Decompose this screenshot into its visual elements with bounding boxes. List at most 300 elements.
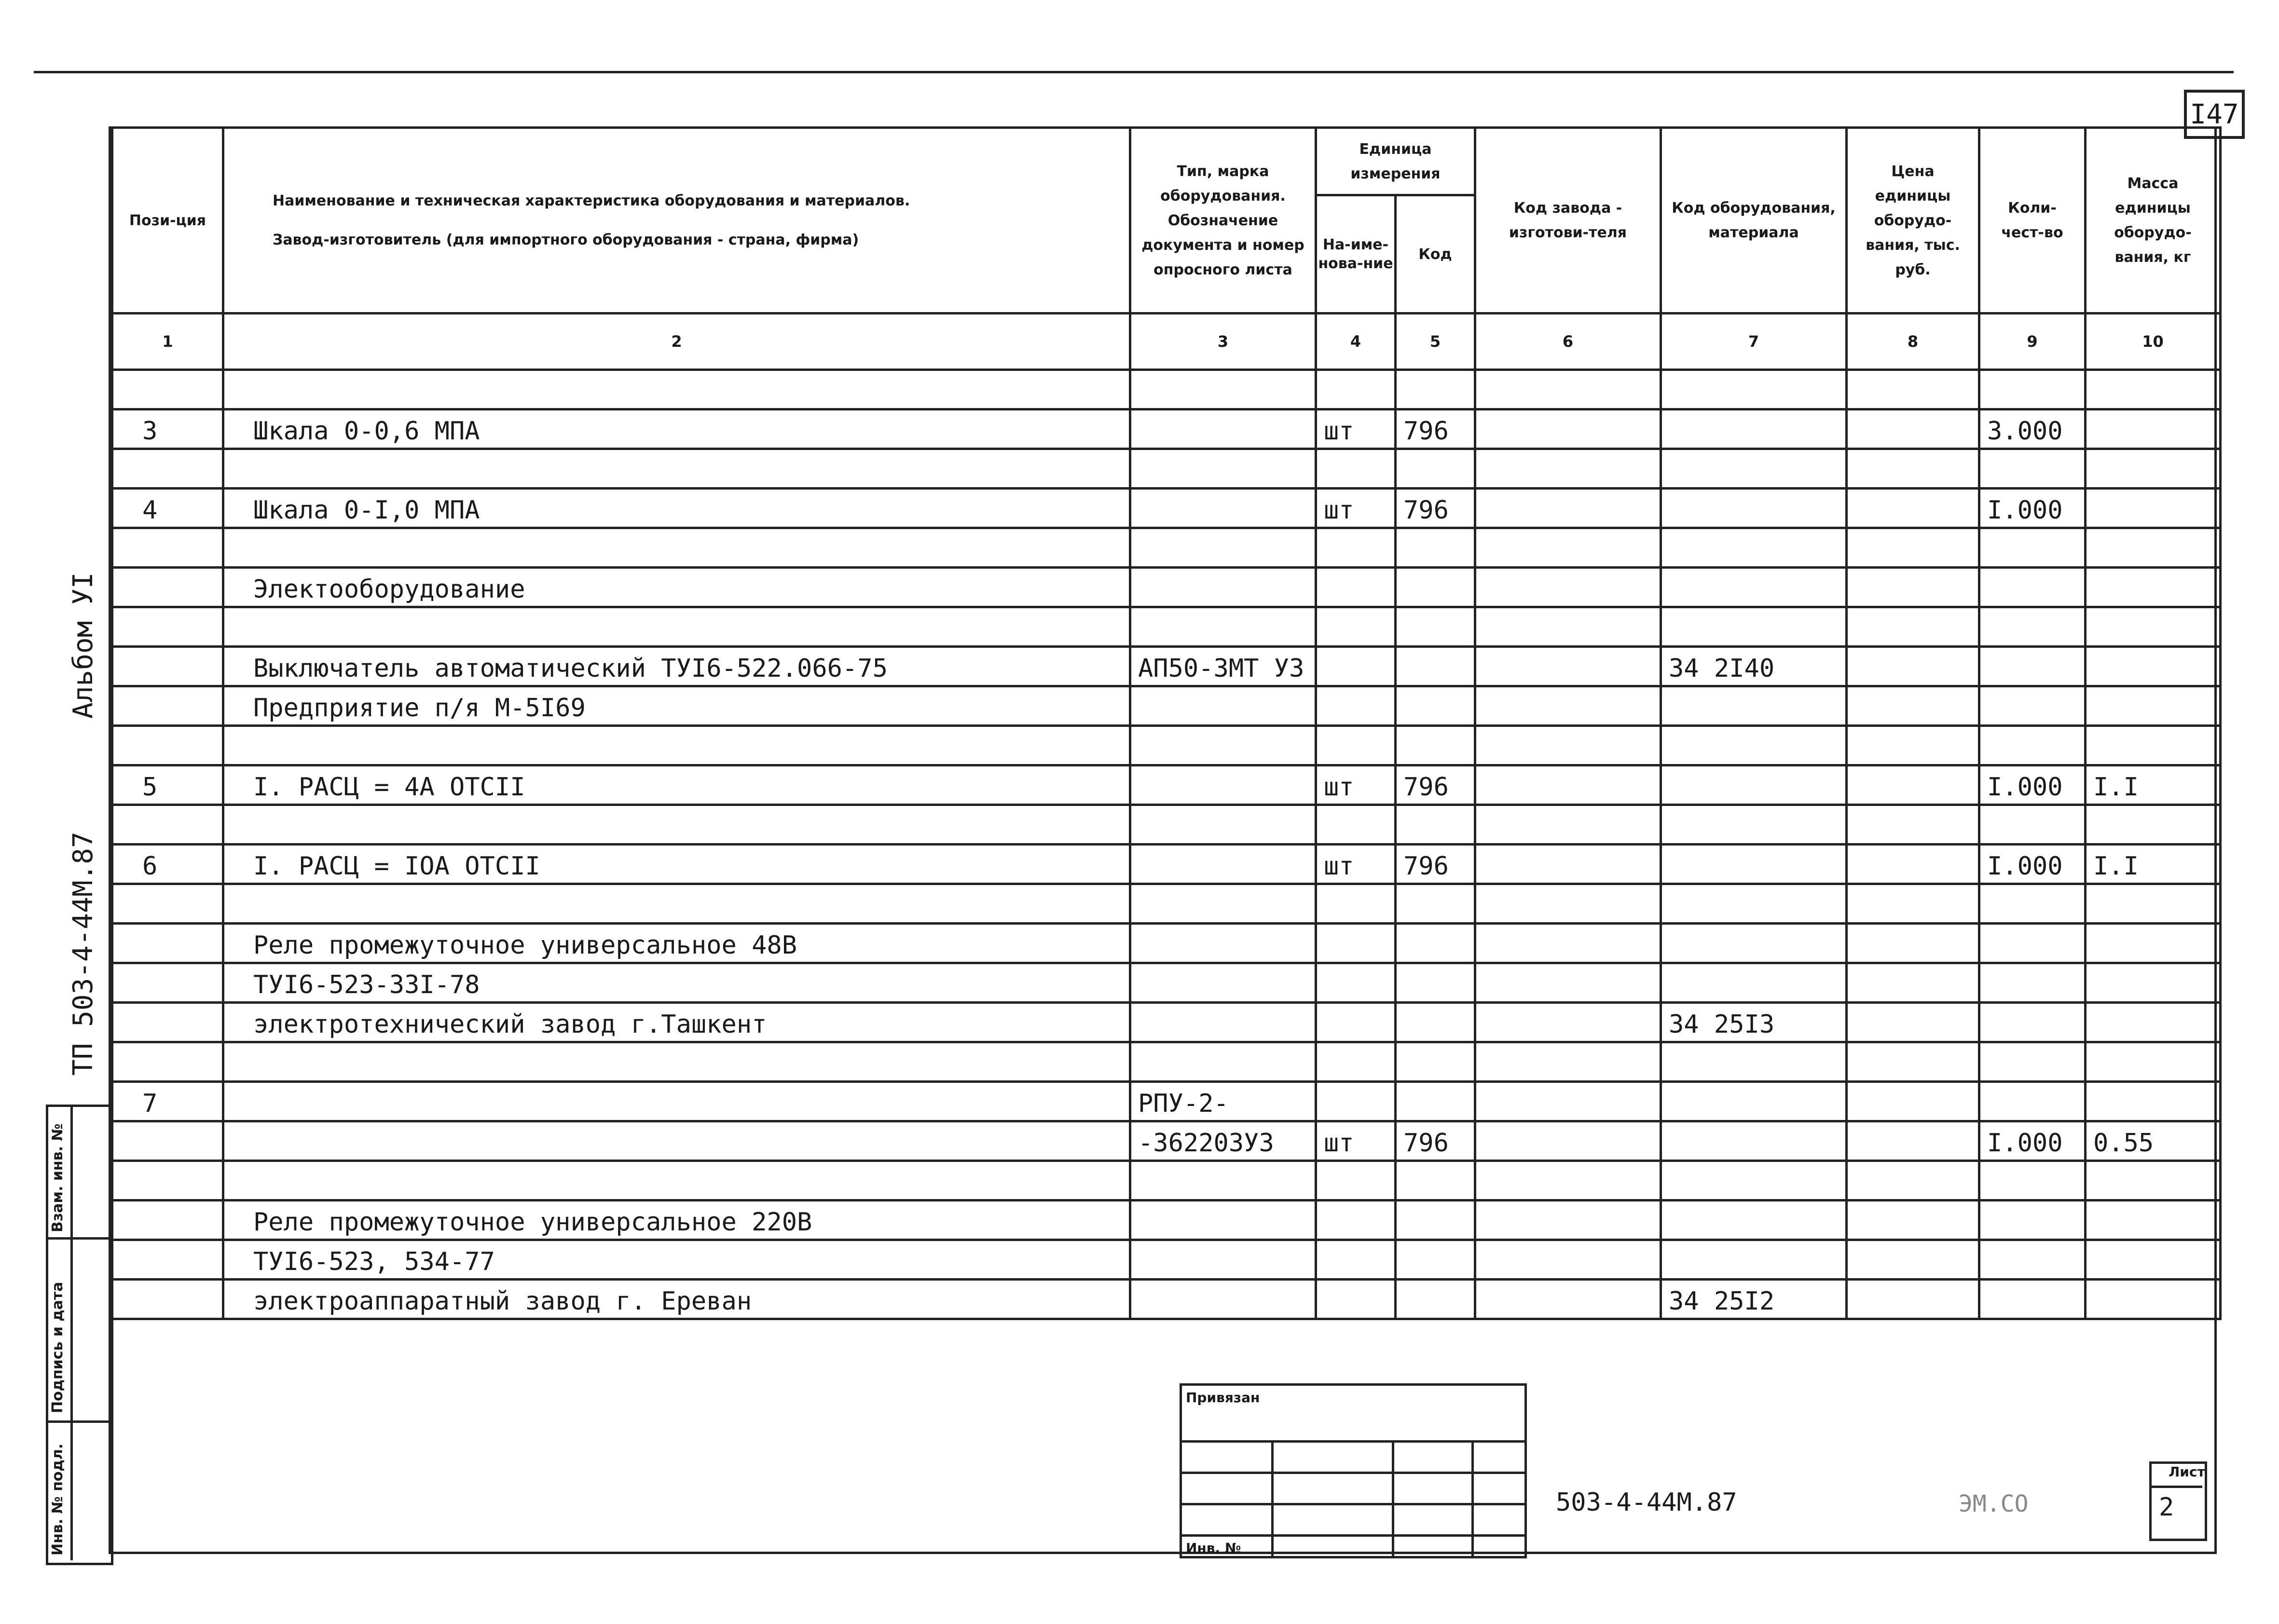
cell-type-mark xyxy=(1130,370,1316,409)
table-row xyxy=(112,1042,2221,1082)
cell-quantity xyxy=(1979,963,2086,1003)
cell-mass xyxy=(2086,647,2221,686)
cell-unit-name: шт xyxy=(1316,1121,1396,1161)
cell-price xyxy=(1847,1161,1979,1201)
cell-type-mark xyxy=(1130,1201,1316,1240)
cell-type-mark xyxy=(1130,845,1316,884)
cell-equip-code xyxy=(1661,1201,1847,1240)
cell-quantity xyxy=(1979,1082,2086,1121)
cell-quantity xyxy=(1979,449,2086,489)
cell-type-mark xyxy=(1130,568,1316,607)
cell-mass xyxy=(2086,963,2221,1003)
cell-equip-code: 34 2I40 xyxy=(1661,647,1847,686)
cell-mass xyxy=(2086,805,2221,845)
cell-position xyxy=(112,568,223,607)
cell-position xyxy=(112,1042,223,1082)
cell-equip-code xyxy=(1661,489,1847,528)
cell-equip-code xyxy=(1661,805,1847,845)
table-row xyxy=(112,489,2221,528)
col-number: 7 xyxy=(1661,314,1847,370)
cell-unit-code xyxy=(1396,1161,1475,1201)
cell-equip-code xyxy=(1661,528,1847,568)
cell-price xyxy=(1847,607,1979,647)
cell-mass xyxy=(2086,884,2221,924)
cell-quantity xyxy=(1979,1003,2086,1042)
table-row xyxy=(112,1240,2221,1280)
cell-price xyxy=(1847,489,1979,528)
cell-price xyxy=(1847,963,1979,1003)
cell-name: электроаппаратный завод г. Ереван xyxy=(223,1280,1130,1319)
left-strip-divider xyxy=(46,1420,109,1423)
cell-unit-name xyxy=(1316,884,1396,924)
table-row xyxy=(112,1201,2221,1240)
cell-maker-code xyxy=(1475,686,1661,726)
cell-position xyxy=(112,1240,223,1280)
cell-unit-name xyxy=(1316,963,1396,1003)
cell-price xyxy=(1847,805,1979,845)
cell-unit-name: шт xyxy=(1316,845,1396,884)
cell-maker-code xyxy=(1475,726,1661,765)
cell-maker-code xyxy=(1475,409,1661,449)
project-label: ТП 503-4-44М.87 xyxy=(68,832,99,1076)
cell-price xyxy=(1847,409,1979,449)
table-row xyxy=(112,765,2221,805)
left-strip-divider xyxy=(46,1237,109,1240)
sheet-number: I47 xyxy=(2184,90,2245,139)
cell-unit-name xyxy=(1316,686,1396,726)
header-name-line2: Завод-изготовитель (для импортного оборудования - страна, фирма) xyxy=(273,232,859,248)
header-type: Тип, марка оборудования. Обозначение документа и номер опросного листа xyxy=(1130,128,1316,314)
table-row xyxy=(112,1161,2221,1201)
cell-maker-code xyxy=(1475,805,1661,845)
cell-unit-code xyxy=(1396,528,1475,568)
cell-type-mark xyxy=(1130,607,1316,647)
cell-position xyxy=(112,963,223,1003)
cell-mass xyxy=(2086,1161,2221,1201)
cell-quantity xyxy=(1979,1240,2086,1280)
cell-price xyxy=(1847,1240,1979,1280)
cell-unit-name xyxy=(1316,370,1396,409)
cell-equip-code xyxy=(1661,726,1847,765)
cell-mass xyxy=(2086,686,2221,726)
sheet-value: 2 xyxy=(2159,1493,2174,1522)
cell-quantity: 3.000 xyxy=(1979,409,2086,449)
cell-name xyxy=(223,884,1130,924)
cell-unit-code xyxy=(1396,370,1475,409)
cell-quantity xyxy=(1979,884,2086,924)
cell-position xyxy=(112,1201,223,1240)
cell-mass xyxy=(2086,370,2221,409)
cell-position xyxy=(112,647,223,686)
cell-name: ТУI6-523, 534-77 xyxy=(223,1240,1130,1280)
cell-type-mark: -362203УЗ xyxy=(1130,1121,1316,1161)
cell-name: Шкала 0-I,0 МПА xyxy=(223,489,1130,528)
cell-unit-name: шт xyxy=(1316,409,1396,449)
stamp-attached: Привязан xyxy=(1181,1385,1526,1442)
cell-name: I. РАСЦ = 4А ОТСII xyxy=(223,765,1130,805)
cell-unit-name xyxy=(1316,647,1396,686)
cell-name: Реле промежуточное универсальное 48В xyxy=(223,924,1130,963)
doc-code: 503-4-44М.87 xyxy=(1556,1488,1737,1517)
cell-position xyxy=(112,726,223,765)
left-strip-divider xyxy=(70,1105,73,1560)
cell-mass: I.I xyxy=(2086,845,2221,884)
cell-name: I. РАСЦ = IОА ОТСII xyxy=(223,845,1130,884)
table-row xyxy=(112,528,2221,568)
cell-unit-name xyxy=(1316,1161,1396,1201)
cell-price xyxy=(1847,884,1979,924)
cell-quantity xyxy=(1979,1201,2086,1240)
cell-maker-code xyxy=(1475,647,1661,686)
cell-equip-code xyxy=(1661,765,1847,805)
album-label: Альбом УI xyxy=(68,572,99,719)
cell-name: Предприятие п/я М-5I69 xyxy=(223,686,1130,726)
cell-mass xyxy=(2086,1240,2221,1280)
replace-inv-label: Взам. инв. № xyxy=(49,1123,66,1232)
table-row xyxy=(112,370,2221,409)
sheet-label: Лист xyxy=(2169,1464,2205,1480)
cell-unit-code xyxy=(1396,884,1475,924)
table-row xyxy=(112,884,2221,924)
cell-name: электротехнический завод г.Ташкент xyxy=(223,1003,1130,1042)
cell-quantity xyxy=(1979,607,2086,647)
cell-unit-name xyxy=(1316,1082,1396,1121)
cell-unit-code xyxy=(1396,963,1475,1003)
cell-unit-code xyxy=(1396,1280,1475,1319)
cell-position: 4 xyxy=(112,489,223,528)
cell-maker-code xyxy=(1475,1042,1661,1082)
cell-unit-code xyxy=(1396,924,1475,963)
cell-maker-code xyxy=(1475,1161,1661,1201)
cell-unit-code xyxy=(1396,726,1475,765)
table-row xyxy=(112,1280,2221,1319)
cell-name: Реле промежуточное универсальное 220В xyxy=(223,1201,1130,1240)
cell-type-mark xyxy=(1130,1240,1316,1280)
cell-unit-code xyxy=(1396,1042,1475,1082)
stamp-table xyxy=(1180,1383,1527,1558)
cell-mass xyxy=(2086,1280,2221,1319)
cell-unit-name xyxy=(1316,568,1396,607)
cell-price xyxy=(1847,568,1979,607)
col-number: 10 xyxy=(2086,314,2221,370)
cell-maker-code xyxy=(1475,607,1661,647)
cell-type-mark xyxy=(1130,409,1316,449)
cell-unit-code xyxy=(1396,686,1475,726)
cell-quantity xyxy=(1979,1161,2086,1201)
cell-equip-code xyxy=(1661,1082,1847,1121)
cell-quantity xyxy=(1979,1280,2086,1319)
cell-mass xyxy=(2086,568,2221,607)
cell-name xyxy=(223,370,1130,409)
cell-equip-code xyxy=(1661,1240,1847,1280)
cell-price xyxy=(1847,765,1979,805)
cell-price xyxy=(1847,370,1979,409)
table-row xyxy=(112,686,2221,726)
table-row xyxy=(112,409,2221,449)
cell-mass xyxy=(2086,489,2221,528)
cell-unit-code xyxy=(1396,805,1475,845)
cell-unit-name xyxy=(1316,449,1396,489)
cell-name: Шкала 0-0,6 МПА xyxy=(223,409,1130,449)
cell-type-mark xyxy=(1130,924,1316,963)
table-row xyxy=(112,568,2221,607)
cell-maker-code xyxy=(1475,845,1661,884)
header-unit-name: На-име-нова-ние xyxy=(1316,195,1396,314)
cell-quantity xyxy=(1979,370,2086,409)
table-row xyxy=(112,726,2221,765)
cell-quantity xyxy=(1979,805,2086,845)
cell-maker-code xyxy=(1475,370,1661,409)
cell-mass xyxy=(2086,1003,2221,1042)
cell-position: 6 xyxy=(112,845,223,884)
col-number: 9 xyxy=(1979,314,2086,370)
cell-unit-code: 796 xyxy=(1396,845,1475,884)
cell-equip-code xyxy=(1661,1042,1847,1082)
header-unit-group: Единица измерения xyxy=(1316,128,1475,195)
cell-type-mark xyxy=(1130,1161,1316,1201)
header-price: Цена единицы оборудо-вания, тыс. руб. xyxy=(1847,128,1979,314)
cell-type-mark xyxy=(1130,726,1316,765)
cell-unit-code xyxy=(1396,1082,1475,1121)
stamp-inv: Инв. № xyxy=(1181,1536,1273,1557)
table-row xyxy=(112,607,2221,647)
header-name xyxy=(223,128,1130,314)
cell-quantity xyxy=(1979,647,2086,686)
cell-type-mark xyxy=(1130,765,1316,805)
cell-equip-code xyxy=(1661,409,1847,449)
cell-mass xyxy=(2086,449,2221,489)
cell-quantity: I.000 xyxy=(1979,1121,2086,1161)
cell-maker-code xyxy=(1475,449,1661,489)
header-unit-code: Код xyxy=(1396,195,1475,314)
cell-unit-code: 796 xyxy=(1396,489,1475,528)
cell-unit-code xyxy=(1396,1240,1475,1280)
cell-maker-code xyxy=(1475,1201,1661,1240)
cell-mass xyxy=(2086,1082,2221,1121)
cell-equip-code xyxy=(1661,1121,1847,1161)
cell-mass xyxy=(2086,1201,2221,1240)
cell-name xyxy=(223,726,1130,765)
cell-type-mark xyxy=(1130,686,1316,726)
cell-maker-code xyxy=(1475,1240,1661,1280)
cell-unit-name xyxy=(1316,528,1396,568)
cell-position xyxy=(112,686,223,726)
cell-type-mark xyxy=(1130,528,1316,568)
cell-position xyxy=(112,1003,223,1042)
cell-position xyxy=(112,528,223,568)
cell-quantity xyxy=(1979,1042,2086,1082)
cell-price xyxy=(1847,1042,1979,1082)
cell-unit-code xyxy=(1396,1003,1475,1042)
cell-name xyxy=(223,1082,1130,1121)
cell-maker-code xyxy=(1475,924,1661,963)
cell-unit-code xyxy=(1396,449,1475,489)
spec-table xyxy=(111,126,2222,1320)
table-row xyxy=(112,963,2221,1003)
cell-quantity xyxy=(1979,924,2086,963)
cell-position xyxy=(112,607,223,647)
table-row xyxy=(112,924,2221,963)
cell-unit-code: 796 xyxy=(1396,1121,1475,1161)
cell-mass xyxy=(2086,528,2221,568)
cell-name xyxy=(223,607,1130,647)
cell-unit-name xyxy=(1316,1003,1396,1042)
header-equip-code: Код оборудования, материала xyxy=(1661,128,1847,314)
header-quantity: Коли-чест-во xyxy=(1979,128,2086,314)
table-row xyxy=(112,805,2221,845)
header-maker-code: Код завода - изготови-теля xyxy=(1475,128,1661,314)
cell-equip-code xyxy=(1661,963,1847,1003)
cell-name: ТУI6-523-33I-78 xyxy=(223,963,1130,1003)
cell-name xyxy=(223,528,1130,568)
doc-suffix: ЭМ.СО xyxy=(1959,1490,2029,1517)
cell-name xyxy=(223,1042,1130,1082)
cell-quantity xyxy=(1979,686,2086,726)
cell-type-mark xyxy=(1130,1280,1316,1319)
col-number: 6 xyxy=(1475,314,1661,370)
cell-equip-code xyxy=(1661,1161,1847,1201)
cell-position xyxy=(112,1121,223,1161)
cell-equip-code xyxy=(1661,924,1847,963)
top-rule xyxy=(34,71,2234,73)
cell-maker-code xyxy=(1475,568,1661,607)
cell-type-mark xyxy=(1130,449,1316,489)
cell-unit-code: 796 xyxy=(1396,409,1475,449)
cell-position xyxy=(112,884,223,924)
cell-unit-name: шт xyxy=(1316,765,1396,805)
signature-date-label: Подпись и дата xyxy=(49,1282,66,1413)
cell-type-mark xyxy=(1130,1042,1316,1082)
cell-price xyxy=(1847,726,1979,765)
cell-name xyxy=(223,805,1130,845)
col-number: 1 xyxy=(112,314,223,370)
cell-equip-code xyxy=(1661,568,1847,607)
cell-maker-code xyxy=(1475,1280,1661,1319)
table-row xyxy=(112,647,2221,686)
cell-equip-code xyxy=(1661,607,1847,647)
cell-position: 7 xyxy=(112,1082,223,1121)
cell-unit-name xyxy=(1316,1240,1396,1280)
cell-mass: 0.55 xyxy=(2086,1121,2221,1161)
cell-type-mark xyxy=(1130,489,1316,528)
cell-type-mark xyxy=(1130,884,1316,924)
cell-position xyxy=(112,1280,223,1319)
cell-mass xyxy=(2086,924,2221,963)
cell-price xyxy=(1847,449,1979,489)
cell-mass: I.I xyxy=(2086,765,2221,805)
cell-equip-code xyxy=(1661,884,1847,924)
cell-equip-code xyxy=(1661,845,1847,884)
cell-position xyxy=(112,449,223,489)
cell-name: Электооборудование xyxy=(223,568,1130,607)
cell-equip-code: 34 25I2 xyxy=(1661,1280,1847,1319)
cell-equip-code xyxy=(1661,370,1847,409)
cell-price xyxy=(1847,647,1979,686)
cell-price xyxy=(1847,686,1979,726)
cell-position: 5 xyxy=(112,765,223,805)
cell-maker-code xyxy=(1475,963,1661,1003)
cell-unit-code xyxy=(1396,568,1475,607)
cell-equip-code xyxy=(1661,686,1847,726)
cell-position xyxy=(112,805,223,845)
cell-type-mark xyxy=(1130,963,1316,1003)
cell-unit-code: 796 xyxy=(1396,765,1475,805)
cell-type-mark xyxy=(1130,805,1316,845)
column-number-row xyxy=(112,314,2221,370)
cell-quantity: I.000 xyxy=(1979,489,2086,528)
cell-quantity xyxy=(1979,528,2086,568)
cell-unit-name xyxy=(1316,1042,1396,1082)
cell-maker-code xyxy=(1475,528,1661,568)
header-name-line1: Наименование и техническая характеристика оборудования и материалов. xyxy=(273,192,910,209)
header-position: Пози-ция xyxy=(112,128,223,314)
cell-unit-name xyxy=(1316,1201,1396,1240)
cell-maker-code xyxy=(1475,1003,1661,1042)
cell-position xyxy=(112,370,223,409)
cell-unit-code xyxy=(1396,607,1475,647)
cell-quantity: I.000 xyxy=(1979,845,2086,884)
cell-name xyxy=(223,1161,1130,1201)
table-row xyxy=(112,449,2221,489)
cell-equip-code xyxy=(1661,449,1847,489)
cell-maker-code xyxy=(1475,1082,1661,1121)
cell-mass xyxy=(2086,726,2221,765)
cell-unit-name xyxy=(1316,726,1396,765)
cell-name: Выключатель автоматический ТУI6-522.066-75 xyxy=(223,647,1130,686)
orig-inv-label: Инв. № подл. xyxy=(49,1443,66,1556)
cell-mass xyxy=(2086,409,2221,449)
cell-type-mark xyxy=(1130,1003,1316,1042)
cell-unit-name xyxy=(1316,607,1396,647)
cell-price xyxy=(1847,1201,1979,1240)
cell-price xyxy=(1847,1280,1979,1319)
cell-price xyxy=(1847,528,1979,568)
cell-position xyxy=(112,924,223,963)
cell-name xyxy=(223,449,1130,489)
col-number: 3 xyxy=(1130,314,1316,370)
header-mass: Масса единицы оборудо-вания, кг xyxy=(2086,128,2221,314)
col-number: 2 xyxy=(223,314,1130,370)
cell-price xyxy=(1847,845,1979,884)
cell-type-mark: АП50-3МТ УЗ xyxy=(1130,647,1316,686)
table-row xyxy=(112,845,2221,884)
spec-body xyxy=(112,370,2221,1319)
cell-mass xyxy=(2086,607,2221,647)
cell-unit-name xyxy=(1316,1280,1396,1319)
cell-position: 3 xyxy=(112,409,223,449)
cell-quantity: I.000 xyxy=(1979,765,2086,805)
cell-price xyxy=(1847,1121,1979,1161)
table-row xyxy=(112,1082,2221,1121)
cell-unit-name: шт xyxy=(1316,489,1396,528)
cell-price xyxy=(1847,1082,1979,1121)
cell-maker-code xyxy=(1475,1121,1661,1161)
cell-quantity xyxy=(1979,568,2086,607)
cell-name xyxy=(223,1121,1130,1161)
cell-position xyxy=(112,1161,223,1201)
cell-maker-code xyxy=(1475,489,1661,528)
sheet-box-divider xyxy=(2149,1486,2202,1488)
cell-unit-code xyxy=(1396,1201,1475,1240)
cell-equip-code: 34 25I3 xyxy=(1661,1003,1847,1042)
cell-quantity xyxy=(1979,726,2086,765)
cell-price xyxy=(1847,1003,1979,1042)
cell-unit-name xyxy=(1316,924,1396,963)
table-row xyxy=(112,1121,2221,1161)
cell-unit-code xyxy=(1396,647,1475,686)
table-row xyxy=(112,1003,2221,1042)
col-number: 5 xyxy=(1396,314,1475,370)
